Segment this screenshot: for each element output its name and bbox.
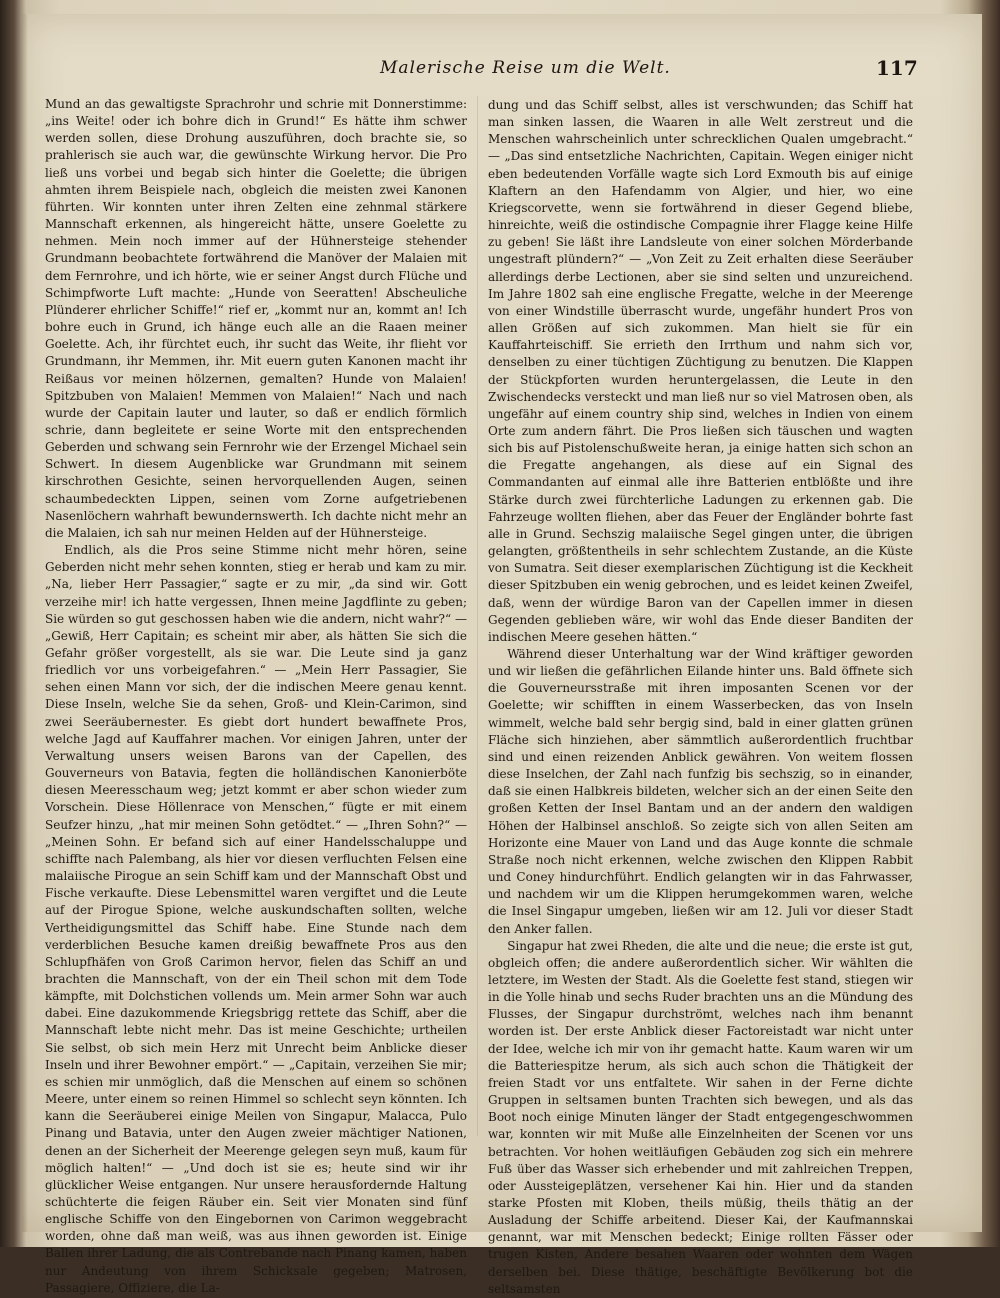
left-column — [45, 96, 467, 1297]
page-number: 117 — [876, 56, 918, 80]
column-divider — [477, 96, 478, 1136]
paragraph: Singapur hat zwei Rheden, die alte und die neue; die erste ist gut, obgleich offen; die andere außerordentlich sicher. Wir wählten die letztere, im Westen der Stadt. Als die Goelette fest stand, stiegen wir in die Yolle hinab und sechs Ruder brachten uns an die Mündung des Flusses, der Singapur durchströmt, welches nach ihm benannt worden ist. Der erste Anblick dieser Factoreistadt war nicht unter der Idee, welche ich mir von ihr gemacht hatte. Kaum waren wir um die Batteriespitze herum, als sich auch schon die Thätigkeit der freien Stadt vor uns entfaltete. Wir sahen in der Ferne dichte Gruppen in seltsamen bunten Trachten sich bewegen, und als das Boot noch einige Minuten länger der Stadt entgegengeschwommen war, konnten wir mit Muße alle Einzelnheiten der Scenen vor uns betrachten. Vor hohen weitläufigen Gebäuden zog sich ein mehrere Fuß über das Wasser sich erhebender und mit zahlreichen Treppen, oder Aussteigeplätzen, versehener Kai hin. Hier und da standen starke Pfosten mit Kloben, theils müßig, theils thätig an der Ausladung der Schiffe arbeitend. Dieser Kai, der Kaufmannskai genannt, war mit Menschen bedeckt; Einige rollten Fässer oder trugen Kisten, Andere besahen Waaren oder wohnten dem Wägen derselben bei. Diese thätige, beschäftigte Bevölkerung bot die seltsamsten — [488, 938, 913, 1296]
running-head: Malerische Reise um die Welt. — [380, 58, 671, 78]
paragraph: dung und das Schiff selbst, alles ist verschwunden; das Schiff hat man sinken lassen, die Waaren in alle Welt zerstreut und die Menschen wahrscheinlich unter schrecklichen Qualen umgebracht.“ — „Das sind entsetzliche Nachrichten, Capitain. Wegen einiger nicht eben bedeutenden Vorfälle wagte sich Lord Exmouth bis auf einige Klaftern an den Hafendamm von Algier, und hier, wo eine Kriegscorvette, wenn sie fortwährend in dieser Gegend bliebe, hinreichte, weiß die ostindische Compagnie ihrer Flagge keine Hilfe zu geben! Sie läßt ihre Landsleute von einer solchen Mörderbande ungestraft plündern?“ — „Von Zeit zu Zeit erhalten diese Seeräuber allerdings derbe Lectionen, aber sie sind selten und unzureichend. Im Jahre 1802 sah eine englische Fregatte, welche in der Meerenge von einer Windstille überrascht wurde, ungefähr hundert Pros von allen Größen auf sich zukommen. Man hielt sie für ein Kauffahrteischiff. Sie errieth den Irrthum und nahm sich vor, denselben zu einer tüchtigen Züchtigung zu benutzen. Die Klappen der Stückpforten wurden heruntergelassen, die Leute in den Zwischendecks versteckt und man ließ nur so viel Matrosen oben, als ungefähr auf einem country ship sind, welches in Indien von einem Orte zum andern fährt. Die Pros ließen sich täuschen und wagten sich bis auf Pistolenschußweite heran, ja einige hatten sich schon an die Fregatte angehangen, als diese auf ein Signal des Commandanten auf einmal alle ihre Batterien entblößte und ihre Stärke durch zwei fürchterliche Ladungen zu erkennen gab. Die Fahrzeuge wollten fliehen, aber das Feuer der Engländer bohrte fast alle in Grund. Sechszig malaiische Segel gingen unter, die übrigen gelangten, größtentheils in sehr schlechtem Zustande, an die Küste von Sumatra. Seit dieser exemplarischen Züchtigung ist die Keckheit dieser Spitzbuben ein wenig gebrochen, und es leidet keinen Zweifel, daß, wenn der würdige Baron van der Capellen immer in diesen Gegenden geblieben wäre, wir wohl das Ende dieser Banditen der indischen Meere gesehen hätten.“ — [488, 98, 913, 644]
paragraph: Während dieser Unterhaltung war der Wind kräftiger geworden und wir ließen die gefährlichen Eilande hinter uns. Bald öffnete sich die Gouverneursstraße mit ihren imposanten Scenen vor der Goelette; wir schifften in einem Wasserbecken, das von Inseln wimmelt, welche bald sehr bergig sind, bald in einer glatten grünen Fläche sich hinziehen, aber sämmtlich außerordentlich fruchtbar sind und einen reizenden Anblick gewähren. Von weitem flossen diese Inselchen, der Zahl nach funfzig bis sechszig, so in einander, daß sie einen Halbkreis bildeten, welcher sich an der einen Seite den großen Ketten der Insel Bantam und an der andern den waldigen Höhen der Halbinsel anschloß. So zeigte sich von allen Seiten am Horizonte eine Mauer von Land und das Auge konnte die schmale Straße noch nicht erkennen, welche zwischen den Klippen Rabbit und Coney hindurchführt. Endlich gelangten wir in das Fahrwasser, und nachdem wir um die Klippen herumgekommen waren, welche die Insel Singapur umgeben, ließen wir am 12. Juli vor dieser Stadt den Anker fallen. — [488, 647, 913, 936]
paragraph: Endlich, als die Pros seine Stimme nicht mehr hören, seine Geberden nicht mehr sehen konnten, stieg er herab und kam zu mir. „Na, lieber Herr Passagier,“ sagte er zu mir, „da sind wir. Gott verzeihe mir! ich hatte vergessen, Ihnen meine Jagdflinte zu geben; Sie würden so gut geschossen haben wie die andern, nicht wahr?“ — „Gewiß, Herr Capitain; es scheint mir aber, als hätten Sie sich die Gefahr größer vorgestellt, als sie war. Die Leute sind ja ganz friedlich vor uns vorbeigefahren.“ — „Mein Herr Passagier, Sie sehen einen Mann vor sich, der die indischen Meere genau kennt. Diese Inseln, welche Sie da sehen, Groß- und Klein-Carimon, sind zwei Seeräubernester. Es giebt dort hundert bewaffnete Pros, welche Jagd auf Kauffahrer machen. Vor einigen Jahren, unter der Verwaltung unsers weisen Barons van der Capellen, des Gouverneurs von Batavia, fegten die holländischen Kanonierböte diesen Meeresschaum weg; jetzt kommt er aber schon wieder zum Vorschein. Diese Höllenrace von Menschen,“ fügte er mit einem Seufzer hinzu, „hat mir meinen Sohn getödtet.“ — „Ihren Sohn?“ — „Meinen Sohn. Er befand sich auf einer Handelsschaluppe und schiffte nach Palembang, als hier vor diesen verfluchten Felsen eine malaiische Pirogue an sein Schiff kam und der Mannschaft Obst und Fische verkaufte. Diese Lebensmittel waren vergiftet und die Leute auf der Pirogue Spione, welche auskundschaften sollten, welche Vertheidigungsmittel das Schiff habe. Eine Stunde nach dem verderblichen Besuche kamen dreißig bewaffnete Pros aus den Schlupfhäfen von Groß Carimon hervor, fielen das Schiff an und brachten die Mannschaft, von der ein Theil schon mit dem Tode kämpfte, mit Dolchstichen vollends um. Mein armer Sohn war auch dabei. Eine dazukommende Kriegsbrigg rettete das Schiff, aber die Mannschaft lebte nicht mehr. Das ist meine Geschichte; urtheilen Sie selbst, ob sich mein Herz mit Unrecht beim Anblicke dieser Inseln und ihrer Bewohner empört.“ — „Capitain, verzeihen Sie mir; es schien mir unmöglich, daß die Menschen auf einem so schönen Meere, unter einem so reinen Himmel so schlecht seyn könnten. Ich kann die Seeräuberei einige Meilen von Singapur, Malacca, Pulo Pinang und Batavia, unter den Augen zweier mächtiger Nationen, denen an der Sicherheit der Meerenge gelegen seyn muß, kaum für möglich halten!“ — „Und doch ist sie es; heute sind wir ihr glücklicher Weise entgangen. Nur unsere herausfordernde Haltung schüchterte die feigen Räuber ein. Seit vier Monaten sind fünf englische Schiffe von den Eingebornen von Carimon weggebracht worden, ohne daß man weiß, was aus ihnen geworden ist. Einige Ballen ihrer Ladung, die als Contrebande nach Pinang kamen, haben nur Andeutung von ihrem Schicksale gegeben; Matrosen, Passagiere, Offiziere, die La- — [45, 543, 467, 1295]
paragraph: Mund an das gewaltigste Sprachrohr und schrie mit Donnerstimme: „ins Weite! oder ich bohre dich in Grund!“ Es hätte ihm schwer werden sollen, diese Drohung auszuführen, doch brachte sie, so prahlerisch sie auch war, die gewünschte Wirkung hervor. Die Pro ließ uns vorbei und begab sich hinter die Goelette; die übrigen ahmten ihrem Beispiele nach, obgleich die meisten zwei Kanonen führten. Wir konnten unter ihren Zelten eine zehnmal stärkere Mannschaft erkennen, als hingereicht hätte, unsere Goelette zu nehmen. Mein noch immer auf der Hühnersteige stehender Grundmann beobachtete fortwährend die Manöver der Malaien mit dem Fernrohre, und ich hörte, wie er seiner Angst durch Flüche und Schimpfworte Luft machte: „Hunde von Seeratten! Abscheuliche Plünderer ehrlicher Schiffe!“ rief er, „kommt nur an, kommt an! Ich bohre euch in Grund, ich hänge euch alle an die Raaen meiner Goelette. Ach, ihr fürchtet euch, ihr sucht das Weite, ihr flieht vor Grundmann, ihr Memmen, ihr. Mit euern guten Kanonen macht ihr Reißaus vor meinen hölzernen, gemalten? Hunde von Malaien! Spitzbuben von Malaien! Memmen von Malaien!“ Nach und nach wurde der Capitain lauter und lauter, so daß er endlich förmlich schrie, dann begleitete er seine Worte mit den entsprechenden Geberden und schwang sein Fernrohr wie der Erzengel Michael sein Schwert. In diesem Augenblicke war Grundmann mit seinem kirschrothen Gesichte, seinen hervorquellenden Augen, seinen schaumbedeckten Lippen, seinen vom Zorne aufgetriebenen Nasenlöchern wahrhaft bewundernswerth. Ich dachte nicht mehr an die Malaien, ich sah nur meinen Helden auf der Hühnersteige. — [45, 97, 467, 540]
gutter-shadow — [22, 14, 28, 1232]
right-column — [488, 97, 913, 1298]
